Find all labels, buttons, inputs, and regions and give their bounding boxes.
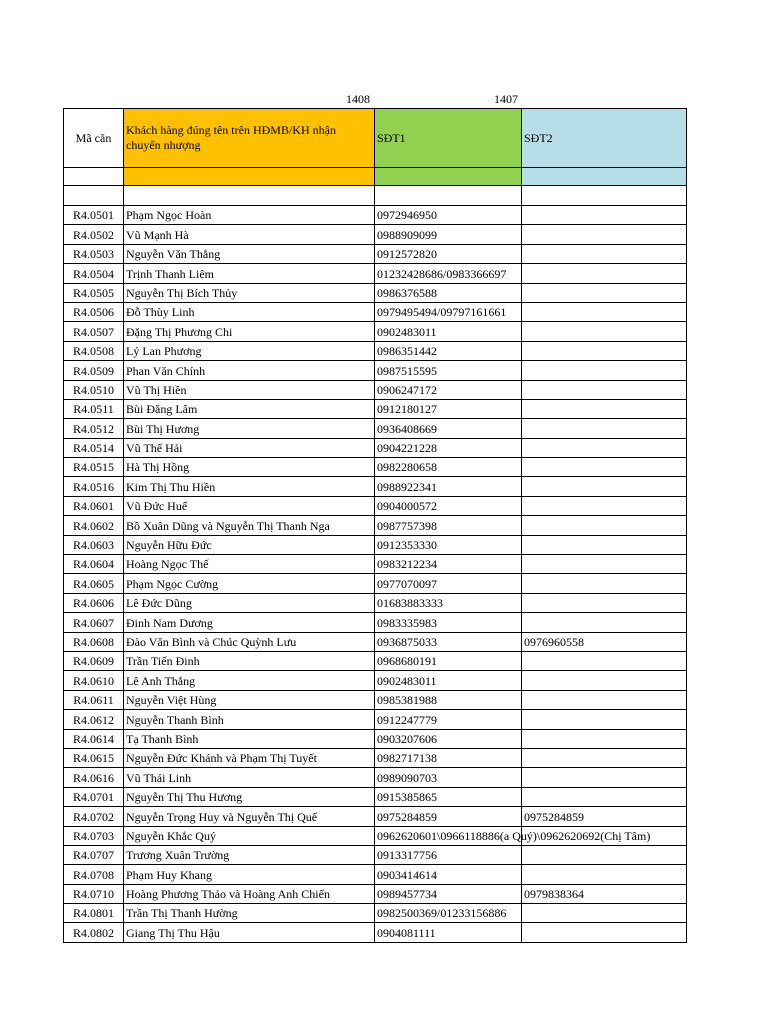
phone-1-cell[interactable]: 0912180127 [375,399,522,418]
phone-1-cell[interactable]: 0912572820 [375,244,522,263]
customer-name-cell[interactable]: Lý Lan Phương [124,341,375,360]
customer-name-cell[interactable]: Trần Thị Thanh Hường [124,904,375,923]
unit-code-cell[interactable]: R4.0516 [64,477,124,496]
unit-code-cell[interactable]: R4.0506 [64,302,124,321]
top-number-left: 1408 [346,92,370,106]
header-customer-name[interactable]: Khách hàng đúng tên trên HĐMB/KH nhận chuyển nhượng [124,109,375,168]
table-row [64,535,687,554]
table-row [64,399,687,418]
phone-1-cell[interactable]: 0904000572 [375,496,522,515]
unit-code-cell[interactable]: R4.0610 [64,671,124,690]
phone-2-cell[interactable] [522,574,687,593]
phone-2-cell[interactable] [522,399,687,418]
blank-cell[interactable] [375,186,522,206]
phone-2-cell[interactable] [522,458,687,477]
customer-name-cell[interactable]: Đỗ Thùy Linh [124,302,375,321]
customer-name-cell[interactable]: Giang Thị Thu Hậu [124,923,375,942]
customer-name-cell[interactable]: Đào Văn Bình và Chúc Quỳnh Lưu [124,632,375,651]
unit-code-cell[interactable]: R4.0602 [64,516,124,535]
blank-row [64,186,687,206]
table-row [64,496,687,515]
phone-2-cell[interactable] [522,923,687,942]
customer-name-cell[interactable]: Lê Đức Dũng [124,593,375,612]
phone-2-cell[interactable] [522,651,687,670]
phone-2-cell[interactable] [522,787,687,806]
unit-code-cell[interactable]: R4.0605 [64,574,124,593]
color-band-row [64,168,687,186]
unit-code-cell[interactable]: R4.0802 [64,923,124,942]
table-row [64,206,687,225]
table-row [64,574,687,593]
customer-name-cell[interactable]: Tạ Thanh Bình [124,729,375,748]
phone-1-cell[interactable]: 0988909099 [375,225,522,244]
table-row [64,768,687,787]
phone-2-cell[interactable] [522,244,687,263]
phone-1-cell[interactable]: 0977070097 [375,574,522,593]
table-row [64,904,687,923]
table-row [64,555,687,574]
unit-code-cell[interactable]: R4.0508 [64,341,124,360]
customer-name-cell[interactable]: Nguyễn Thị Bích Thủy [124,283,375,302]
phone-1-cell[interactable]: 0904221228 [375,438,522,457]
table-row [64,283,687,302]
header-unit-code[interactable]: Mã căn [64,109,124,168]
header-phone-1[interactable]: SĐT1 [375,109,522,168]
table-row [64,651,687,670]
phone-1-cell[interactable]: 0987757398 [375,516,522,535]
customer-name-cell[interactable]: Đinh Nam Dương [124,613,375,632]
customer-name-cell[interactable]: Vũ Thái Linh [124,768,375,787]
customer-name-cell[interactable]: Vũ Thị Hiền [124,380,375,399]
customer-name-cell[interactable]: Bùi Thị Hương [124,419,375,438]
customer-name-cell[interactable]: Vũ Đức Huế [124,496,375,515]
band-cell-unit-code[interactable] [64,168,124,186]
table-row [64,438,687,457]
table-row [64,380,687,399]
unit-code-cell[interactable]: R4.0607 [64,613,124,632]
customer-name-cell[interactable]: Nguyễn Việt Hùng [124,690,375,709]
customer-name-cell[interactable]: Đặng Thị Phương Chi [124,322,375,341]
customer-name-cell[interactable]: Vũ Thế Hải [124,438,375,457]
phone-2-cell[interactable] [522,845,687,864]
customer-name-cell[interactable]: Trịnh Thanh Liêm [124,264,375,283]
unit-code-cell[interactable]: R4.0707 [64,845,124,864]
phone-1-cell[interactable]: 0982500369/01233156886 [375,904,522,923]
phone-1-cell[interactable]: 0902483011 [375,322,522,341]
phone-1-cell[interactable]: 0975284859 [375,807,522,826]
phone-1-cell[interactable]: 0989090703 [375,768,522,787]
customer-name-cell[interactable]: Hà Thị Hồng [124,458,375,477]
phone-2-cell[interactable] [522,419,687,438]
table-row [64,710,687,729]
unit-code-cell[interactable]: R4.0501 [64,206,124,225]
unit-code-cell[interactable]: R4.0502 [64,225,124,244]
phone-1-cell[interactable]: 01683883333 [375,593,522,612]
phone-2-cell[interactable] [522,264,687,283]
unit-code-cell[interactable]: R4.0801 [64,904,124,923]
phone-2-cell[interactable] [522,496,687,515]
band-cell-customer-name[interactable] [124,168,375,186]
customer-table [63,108,687,943]
table-row [64,923,687,942]
phone-1-cell[interactable]: 0936408669 [375,419,522,438]
table-row [64,826,687,845]
phone-2-cell[interactable] [522,865,687,884]
customer-name-cell[interactable]: Nguyễn Hữu Đức [124,535,375,554]
customer-name-cell[interactable]: Nguyễn Trọng Huy và Nguyễn Thị Quế [124,807,375,826]
phone-2-cell[interactable] [522,671,687,690]
customer-name-cell[interactable]: Hoàng Ngọc Thế [124,555,375,574]
table-row [64,845,687,864]
customer-name-cell[interactable]: Nguyễn Văn Thắng [124,244,375,263]
phone-2-cell[interactable] [522,322,687,341]
unit-code-cell[interactable]: R4.0510 [64,380,124,399]
customer-name-cell[interactable]: Phan Văn Chính [124,361,375,380]
phone-2-cell[interactable] [522,729,687,748]
customer-name-cell[interactable]: Trương Xuân Trường [124,845,375,864]
customer-name-cell[interactable]: Kim Thị Thu Hiền [124,477,375,496]
table-row [64,865,687,884]
phone-2-cell[interactable]: 0976960558 [522,632,687,651]
phone-2-cell[interactable] [522,341,687,360]
phone-2-cell[interactable] [522,361,687,380]
band-cell-phone-2[interactable] [522,168,687,186]
phone-1-cell[interactable]: 0972946950 [375,206,522,225]
unit-code-cell[interactable]: R4.0615 [64,748,124,767]
phone-1-cell[interactable]: 0985381988 [375,690,522,709]
unit-code-cell[interactable]: R4.0611 [64,690,124,709]
phone-1-cell[interactable]: 0987515595 [375,361,522,380]
table-row [64,361,687,380]
table-row [64,264,687,283]
phone-1-cell[interactable]: 0982717138 [375,748,522,767]
unit-code-cell[interactable]: R4.0601 [64,496,124,515]
phone-1-cell[interactable]: 0912247779 [375,710,522,729]
phone-2-cell[interactable] [522,302,687,321]
unit-code-cell[interactable]: R4.0616 [64,768,124,787]
band-cell-phone-1[interactable] [375,168,522,186]
phone-1-cell[interactable]: 0979495494/09797161661 [375,302,522,321]
table-row [64,748,687,767]
phone-2-cell[interactable] [522,283,687,302]
table-row [64,516,687,535]
unit-code-cell[interactable]: R4.0512 [64,419,124,438]
customer-name-cell[interactable]: Bồ Xuân Dũng và Nguyễn Thị Thanh Nga [124,516,375,535]
customer-name-cell[interactable]: Phạm Huy Khang [124,865,375,884]
unit-code-cell[interactable]: R4.0603 [64,535,124,554]
customer-name-cell[interactable]: Bùi Đăng Lâm [124,399,375,418]
phone-2-cell[interactable] [522,555,687,574]
table-row [64,671,687,690]
phone-2-cell[interactable] [522,380,687,399]
phone-1-cell[interactable]: 0982280658 [375,458,522,477]
table-row [64,787,687,806]
unit-code-cell[interactable]: R4.0710 [64,884,124,903]
unit-code-cell[interactable]: R4.0515 [64,458,124,477]
phone-1-cell[interactable]: 0962620601\0966118886(a Quý)\0962620692(Chị Tâm) [375,826,522,845]
table-row [64,884,687,903]
table-row [64,322,687,341]
phone-1-cell[interactable]: 0906247172 [375,380,522,399]
blank-cell[interactable] [64,186,124,206]
unit-code-cell[interactable]: R4.0514 [64,438,124,457]
unit-code-cell[interactable]: R4.0604 [64,555,124,574]
table-row [64,302,687,321]
table-row [64,613,687,632]
phone-2-cell[interactable] [522,516,687,535]
phone-1-cell[interactable]: 0913317756 [375,845,522,864]
unit-code-cell[interactable]: R4.0608 [64,632,124,651]
phone-2-cell[interactable] [522,768,687,787]
phone-1-cell[interactable]: 0902483011 [375,671,522,690]
unit-code-cell[interactable]: R4.0504 [64,264,124,283]
customer-name-cell[interactable]: Nguyễn Khắc Quý [124,826,375,845]
phone-1-cell[interactable]: 0968680191 [375,651,522,670]
table-row [64,458,687,477]
phone-2-cell[interactable]: 0979838364 [522,884,687,903]
table-row [64,244,687,263]
table-row [64,807,687,826]
phone-1-cell[interactable]: 0903414614 [375,865,522,884]
unit-code-cell[interactable]: R4.0511 [64,399,124,418]
top-number-right: 1407 [494,92,518,106]
blank-cell[interactable] [522,186,687,206]
table-row [64,690,687,709]
phone-2-cell[interactable] [522,904,687,923]
customer-name-cell[interactable]: Nguyễn Thanh Bình [124,710,375,729]
unit-code-cell[interactable]: R4.0505 [64,283,124,302]
phone-1-cell[interactable]: 0936875033 [375,632,522,651]
unit-code-cell[interactable]: R4.0701 [64,787,124,806]
phone-1-cell[interactable]: 0904081111 [375,923,522,942]
customer-name-cell[interactable]: Hoàng Phương Thảo và Hoàng Anh Chiến [124,884,375,903]
phone-1-cell[interactable]: 0983212234 [375,555,522,574]
phone-1-cell[interactable]: 0989457734 [375,884,522,903]
unit-code-cell[interactable]: R4.0609 [64,651,124,670]
customer-name-cell[interactable]: Trần Tiến Đinh [124,651,375,670]
unit-code-cell[interactable]: R4.0614 [64,729,124,748]
phone-1-cell[interactable]: 0988922341 [375,477,522,496]
blank-cell[interactable] [124,186,375,206]
customer-name-cell[interactable]: Phạm Ngọc Cường [124,574,375,593]
customer-name-cell[interactable]: Phạm Ngọc Hoàn [124,206,375,225]
header-phone-2[interactable]: SĐT2 [522,109,687,168]
table-row [64,593,687,612]
phone-2-cell[interactable] [522,593,687,612]
unit-code-cell[interactable]: R4.0702 [64,807,124,826]
table-row [64,477,687,496]
customer-name-cell[interactable]: Nguyễn Thị Thu Hương [124,787,375,806]
unit-code-cell[interactable]: R4.0507 [64,322,124,341]
unit-code-cell[interactable]: R4.0606 [64,593,124,612]
phone-1-cell[interactable]: 0983335983 [375,613,522,632]
phone-2-cell[interactable] [522,438,687,457]
phone-2-cell[interactable] [522,748,687,767]
phone-1-cell[interactable]: 01232428686/0983366697 [375,264,522,283]
unit-code-cell[interactable]: R4.0503 [64,244,124,263]
phone-1-cell[interactable]: 0986351442 [375,341,522,360]
table-row [64,225,687,244]
phone-1-cell[interactable]: 0912353330 [375,535,522,554]
phone-2-cell[interactable] [522,206,687,225]
phone-2-cell[interactable] [522,690,687,709]
table-row [64,729,687,748]
header-row [64,109,687,168]
unit-code-cell[interactable]: R4.0612 [64,710,124,729]
phone-1-cell[interactable]: 0915385865 [375,787,522,806]
unit-code-cell[interactable]: R4.0703 [64,826,124,845]
phone-1-cell[interactable]: 0903207606 [375,729,522,748]
unit-code-cell[interactable]: R4.0708 [64,865,124,884]
unit-code-cell[interactable]: R4.0509 [64,361,124,380]
phone-2-cell[interactable] [522,710,687,729]
phone-2-cell[interactable] [522,535,687,554]
phone-2-cell[interactable] [522,225,687,244]
phone-1-cell[interactable]: 0986376588 [375,283,522,302]
table-row [64,341,687,360]
phone-2-cell[interactable] [522,477,687,496]
phone-2-cell[interactable] [522,613,687,632]
phone-2-cell[interactable]: 0975284859 [522,807,687,826]
customer-name-cell[interactable]: Lê Anh Thắng [124,671,375,690]
customer-name-cell[interactable]: Vũ Mạnh Hà [124,225,375,244]
customer-name-cell[interactable]: Nguyễn Đức Khánh và Phạm Thị Tuyết [124,748,375,767]
table-row [64,419,687,438]
table-row [64,632,687,651]
